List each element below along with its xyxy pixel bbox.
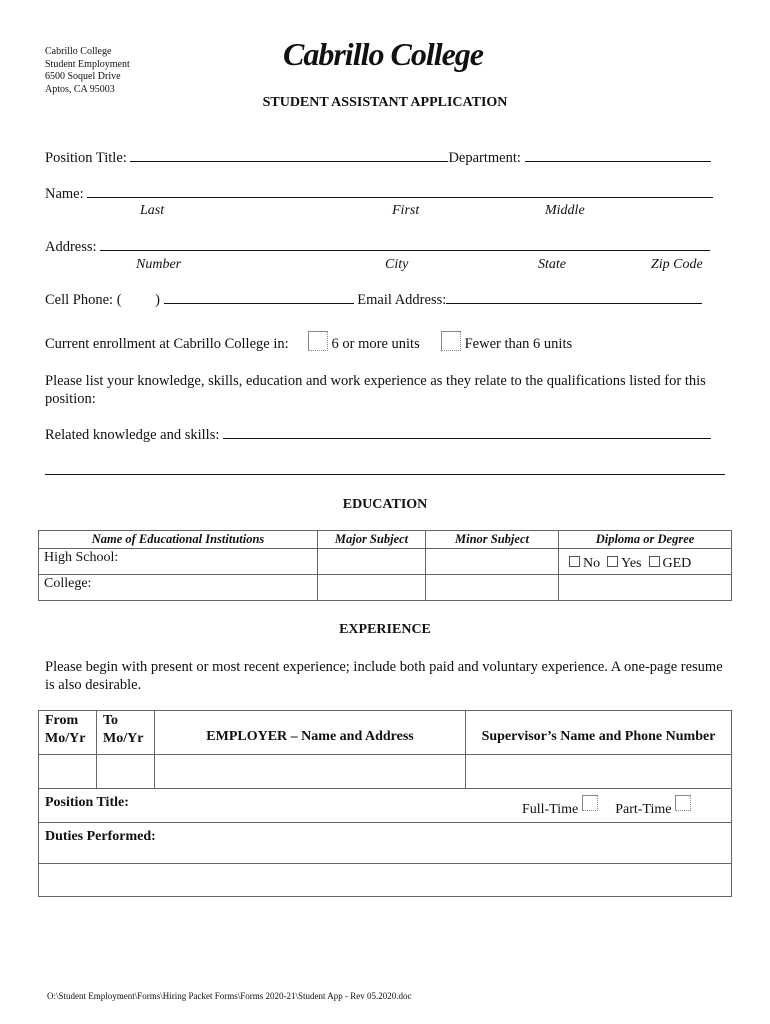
employer-label: EMPLOYER – Name and Address bbox=[155, 711, 466, 755]
part-time-label: Part-Time bbox=[615, 802, 672, 817]
position-title-field[interactable] bbox=[130, 149, 448, 162]
experience-table bbox=[38, 710, 732, 897]
address-sub-zip: Zip Code bbox=[651, 257, 703, 272]
position-title-row bbox=[45, 149, 711, 167]
name-sub-first: First bbox=[392, 203, 420, 218]
department-field[interactable] bbox=[525, 149, 711, 162]
name-row bbox=[45, 185, 713, 203]
enrollment-label: Current enrollment at Cabrillo College in: bbox=[45, 336, 289, 352]
to-date-field[interactable] bbox=[97, 755, 155, 789]
education-table bbox=[38, 530, 732, 601]
address-sub-number: Number bbox=[136, 257, 182, 272]
fewer-than-six-units-label: Fewer than 6 units bbox=[464, 336, 573, 352]
name-label: Name: bbox=[45, 186, 84, 202]
supervisor-field[interactable] bbox=[466, 755, 732, 789]
department-label: Department: bbox=[448, 150, 521, 166]
page-title: STUDENT ASSISTANT APPLICATION bbox=[262, 95, 508, 110]
address-line: Student Employment bbox=[45, 58, 130, 70]
address-sub-city: City bbox=[385, 257, 409, 272]
cell-phone-close: ) bbox=[155, 292, 160, 308]
position-title-table-row bbox=[39, 789, 732, 823]
file-path-footer: O:\Student Employment\Forms\Hiring Packet Forms\Forms 2020-21\Student App - Rev 05.2020.doc bbox=[47, 991, 412, 1001]
college-address bbox=[45, 46, 130, 96]
education-header-row bbox=[39, 531, 732, 549]
address-line: 6500 Soquel Drive bbox=[45, 71, 121, 82]
email-field[interactable] bbox=[446, 291, 702, 304]
high-school-label[interactable]: High School: bbox=[39, 549, 318, 575]
address-sub-state: State bbox=[538, 257, 566, 272]
college-label[interactable]: College: bbox=[39, 575, 318, 601]
employer-field[interactable] bbox=[155, 755, 466, 789]
college-logo: Cabrillo College bbox=[283, 36, 483, 72]
supervisor-label: Supervisor’s Name and Phone Number bbox=[466, 711, 732, 755]
college-diploma[interactable] bbox=[559, 575, 732, 601]
related-skills-label: Related knowledge and skills: bbox=[45, 427, 220, 443]
col-diploma-degree: Diploma or Degree bbox=[559, 531, 732, 549]
duties-field[interactable] bbox=[39, 864, 732, 897]
diploma-no-label: No bbox=[583, 556, 601, 571]
phone-email-row bbox=[45, 291, 702, 309]
diploma-options bbox=[559, 549, 732, 575]
related-skills-line-2[interactable] bbox=[45, 474, 725, 475]
education-heading: EDUCATION bbox=[342, 497, 428, 512]
part-time-checkbox[interactable] bbox=[675, 795, 691, 811]
diploma-no-checkbox[interactable] bbox=[569, 556, 580, 567]
experience-header-row bbox=[39, 711, 732, 755]
duties-row bbox=[39, 823, 732, 864]
diploma-ged-checkbox[interactable] bbox=[649, 556, 660, 567]
duties-label[interactable]: Duties Performed: bbox=[39, 823, 732, 864]
full-time-label: Full-Time bbox=[521, 802, 579, 817]
from-date-field[interactable] bbox=[39, 755, 97, 789]
experience-heading: EXPERIENCE bbox=[339, 622, 431, 637]
fewer-than-six-units-checkbox[interactable] bbox=[441, 331, 461, 351]
education-row-high-school bbox=[39, 549, 732, 575]
position-title-label: Position Title: bbox=[45, 150, 127, 166]
cell-phone-label: Cell Phone: ( bbox=[45, 292, 122, 308]
name-sub-middle: Middle bbox=[545, 203, 585, 218]
full-time-checkbox[interactable] bbox=[582, 795, 598, 811]
related-skills-row bbox=[45, 426, 711, 444]
experience-entry-row bbox=[39, 755, 732, 789]
six-or-more-units-checkbox[interactable] bbox=[308, 331, 328, 351]
high-school-major[interactable] bbox=[318, 549, 426, 575]
qualifications-instructions: Please list your knowledge, skills, education and work experience as they relate to the qualifications listed for this position: bbox=[45, 373, 706, 407]
name-sub-last: Last bbox=[140, 203, 165, 218]
col-major-subject: Major Subject bbox=[318, 531, 426, 549]
college-major[interactable] bbox=[318, 575, 426, 601]
experience-position-label: Position Title: bbox=[45, 795, 129, 810]
diploma-yes-checkbox[interactable] bbox=[607, 556, 618, 567]
high-school-minor[interactable] bbox=[426, 549, 559, 575]
address-row bbox=[45, 238, 710, 256]
related-skills-field[interactable] bbox=[223, 426, 711, 439]
employment-type-options bbox=[522, 795, 691, 818]
duties-extra-row bbox=[39, 864, 732, 897]
from-label: From Mo/Yr bbox=[39, 711, 97, 755]
to-label: To Mo/Yr bbox=[97, 711, 155, 755]
six-or-more-units-label: 6 or more units bbox=[331, 336, 420, 352]
education-row-college bbox=[39, 575, 732, 601]
diploma-ged-label: GED bbox=[662, 556, 692, 571]
name-field[interactable] bbox=[87, 185, 713, 198]
address-line: Cabrillo College bbox=[45, 46, 112, 57]
diploma-yes-label: Yes bbox=[621, 556, 642, 571]
col-institutions: Name of Educational Institutions bbox=[39, 531, 318, 549]
col-minor-subject: Minor Subject bbox=[426, 531, 559, 549]
address-field[interactable] bbox=[100, 238, 710, 251]
address-line: Aptos, CA 95003 bbox=[45, 83, 115, 95]
experience-position-cell[interactable] bbox=[39, 789, 732, 823]
enrollment-row bbox=[45, 331, 572, 353]
college-minor[interactable] bbox=[426, 575, 559, 601]
experience-instructions: Please begin with present or most recent experience; include both paid and voluntary experience. A one-page resume is also desirable. bbox=[45, 659, 723, 693]
cell-phone-field[interactable] bbox=[164, 291, 354, 304]
email-label: Email Address: bbox=[357, 292, 447, 308]
address-label: Address: bbox=[45, 239, 97, 255]
